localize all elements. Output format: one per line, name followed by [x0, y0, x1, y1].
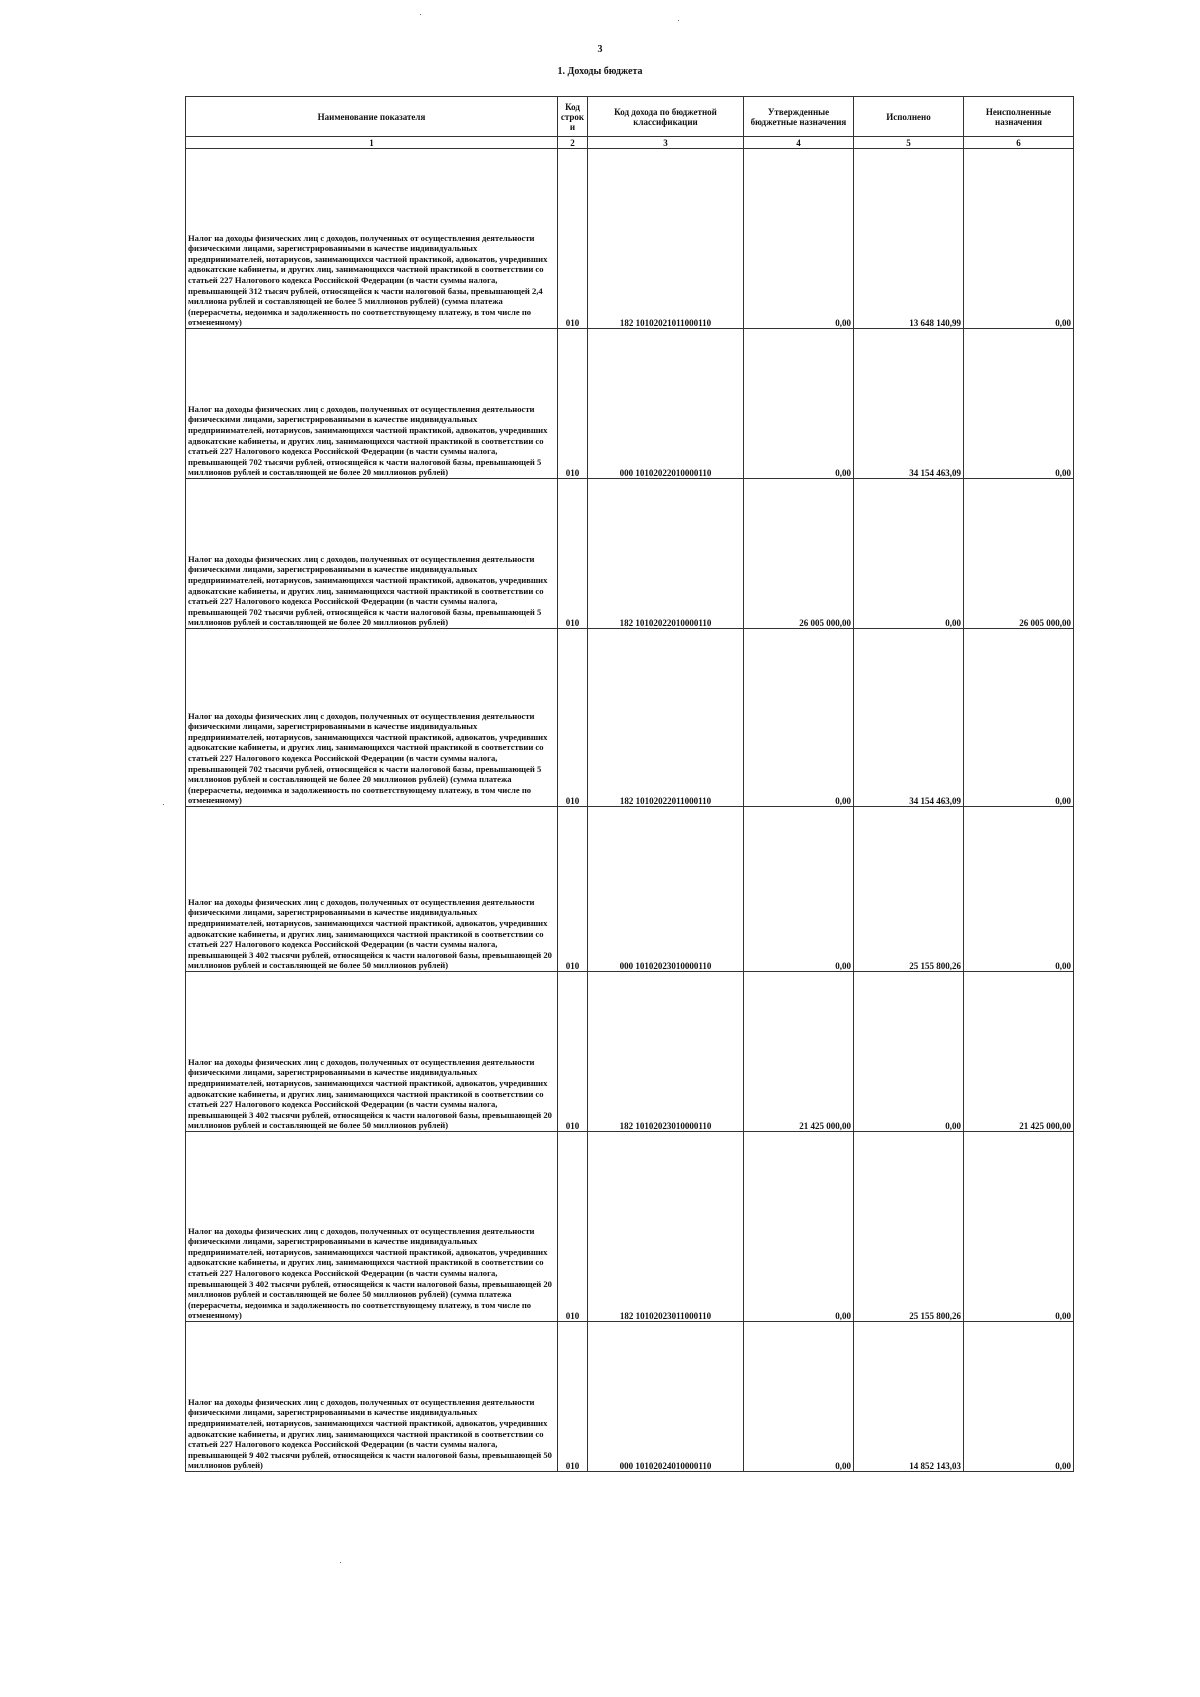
row-code: 010	[558, 972, 588, 1132]
row-name: Налог на доходы физических лиц с доходов, полученных от осуществления деятельности физическими лицами, зарегистрированными в качестве индивидуальных предпринимателей, нотариусов, занимающихся частной практикой, адвокатов, учредивших адвокатские кабинеты, и других лиц, занимающихся частной практикой в соответствии со статьей 227 Налогового кодекса Российской Федерации (в части суммы налога, превышающей 3 402 тысячи рублей, относящейся к части налоговой базы, превышающей 20 миллионов рублей и составляющей не более 50 миллионов рублей) (сумма платежа (перерасчеты, недоимка и задолженность по соответствующему платежу, в том числе по отмененному)	[186, 1132, 558, 1322]
row-classification: 000 10102023010000110	[588, 807, 744, 972]
row-approved: 0,00	[744, 149, 854, 329]
row-executed: 14 852 143,03	[854, 1322, 964, 1472]
row-executed: 34 154 463,09	[854, 629, 964, 807]
table-row	[186, 972, 1074, 1132]
row-name: Налог на доходы физических лиц с доходов, полученных от осуществления деятельности физическими лицами, зарегистрированными в качестве индивидуальных предпринимателей, нотариусов, занимающихся частной практикой, адвокатов, учредивших адвокатские кабинеты, и других лиц, занимающихся частной практикой в соответствии со статьей 227 Налогового кодекса Российской Федерации (в части суммы налога, превышающей 702 тысячи рублей, относящейся к части налоговой базы, превышающей 5 миллионов рублей и составляющей не более 20 миллионов рублей) (сумма платежа (перерасчеты, недоимка и задолженность по соответствующему платежу, в том числе по отмененному)	[186, 629, 558, 807]
row-executed: 25 155 800,26	[854, 1132, 964, 1322]
row-classification: 182 10102023010000110	[588, 972, 744, 1132]
row-approved: 26 005 000,00	[744, 479, 854, 629]
table-row	[186, 329, 1074, 479]
row-classification: 182 10102023011000110	[588, 1132, 744, 1322]
row-name: Налог на доходы физических лиц с доходов, полученных от осуществления деятельности физическими лицами, зарегистрированными в качестве индивидуальных предпринимателей, нотариусов, занимающихся частной практикой, адвокатов, учредивших адвокатские кабинеты, и других лиц, занимающихся частной практикой в соответствии со статьей 227 Налогового кодекса Российской Федерации (в части суммы налога, превышающей 702 тысячи рублей, относящейся к части налоговой базы, превышающей 5 миллионов рублей и составляющей не более 20 миллионов рублей)	[186, 329, 558, 479]
row-code: 010	[558, 479, 588, 629]
row-unexecuted: 0,00	[964, 329, 1074, 479]
row-unexecuted: 0,00	[964, 1132, 1074, 1322]
row-code: 010	[558, 1322, 588, 1472]
row-unexecuted: 26 005 000,00	[964, 479, 1074, 629]
column-number: 2	[558, 137, 588, 149]
column-number: 3	[588, 137, 744, 149]
header-name: Наименование показателя	[186, 97, 558, 137]
header-executed: Исполнено	[854, 97, 964, 137]
column-number-row	[186, 137, 1074, 149]
row-classification: 182 10102022011000110	[588, 629, 744, 807]
row-classification: 182 10102022010000110	[588, 479, 744, 629]
row-classification: 000 10102024010000110	[588, 1322, 744, 1472]
column-number: 4	[744, 137, 854, 149]
row-approved: 0,00	[744, 807, 854, 972]
row-approved: 0,00	[744, 329, 854, 479]
row-approved: 0,00	[744, 1322, 854, 1472]
row-executed: 34 154 463,09	[854, 329, 964, 479]
row-name: Налог на доходы физических лиц с доходов, полученных от осуществления деятельности физическими лицами, зарегистрированными в качестве индивидуальных предпринимателей, нотариусов, занимающихся частной практикой, адвокатов, учредивших адвокатские кабинеты, и других лиц, занимающихся частной практикой в соответствии со статьей 227 Налогового кодекса Российской Федерации (в части суммы налога, превышающей 702 тысячи рублей, относящейся к части налоговой базы, превышающей 5 миллионов рублей и составляющей не более 20 миллионов рублей)	[186, 479, 558, 629]
row-name: Налог на доходы физических лиц с доходов, полученных от осуществления деятельности физическими лицами, зарегистрированными в качестве индивидуальных предпринимателей, нотариусов, занимающихся частной практикой, адвокатов, учредивших адвокатские кабинеты, и других лиц, занимающихся частной практикой в соответствии со статьей 227 Налогового кодекса Российской Федерации (в части суммы налога, превышающей 3 402 тысячи рублей, относящейся к части налоговой базы, превышающей 20 миллионов рублей и составляющей не более 50 миллионов рублей)	[186, 972, 558, 1132]
section-title: 1. Доходы бюджета	[557, 66, 643, 77]
row-code: 010	[558, 149, 588, 329]
row-unexecuted: 21 425 000,00	[964, 972, 1074, 1132]
row-code: 010	[558, 1132, 588, 1322]
column-number: 6	[964, 137, 1074, 149]
row-unexecuted: 0,00	[964, 1322, 1074, 1472]
row-code: 010	[558, 329, 588, 479]
header-code: Код строк и	[558, 97, 588, 137]
header-unexecuted: Неисполненные назначения	[964, 97, 1074, 137]
header-approved: Утвержденные бюджетные назначения	[744, 97, 854, 137]
scan-speck	[340, 1562, 341, 1563]
row-unexecuted: 0,00	[964, 807, 1074, 972]
row-unexecuted: 0,00	[964, 629, 1074, 807]
row-executed: 13 648 140,99	[854, 149, 964, 329]
row-executed: 25 155 800,26	[854, 807, 964, 972]
column-number: 5	[854, 137, 964, 149]
scan-speck	[420, 14, 421, 15]
row-executed: 0,00	[854, 972, 964, 1132]
row-executed: 0,00	[854, 479, 964, 629]
table-row	[186, 1132, 1074, 1322]
row-approved: 0,00	[744, 1132, 854, 1322]
row-classification: 182 10102021011000110	[588, 149, 744, 329]
scan-speck	[163, 804, 164, 805]
row-name: Налог на доходы физических лиц с доходов, полученных от осуществления деятельности физическими лицами, зарегистрированными в качестве индивидуальных предпринимателей, нотариусов, занимающихся частной практикой, адвокатов, учредивших адвокатские кабинеты, и других лиц, занимающихся частной практикой в соответствии со статьей 227 Налогового кодекса Российской Федерации (в части суммы налога, превышающей 3 402 тысячи рублей, относящейся к части налоговой базы, превышающей 20 миллионов рублей и составляющей не более 50 миллионов рублей)	[186, 807, 558, 972]
scan-speck	[678, 20, 679, 21]
row-approved: 0,00	[744, 629, 854, 807]
row-approved: 21 425 000,00	[744, 972, 854, 1132]
header-classification: Код дохода по бюджетной классификации	[588, 97, 744, 137]
row-name: Налог на доходы физических лиц с доходов, полученных от осуществления деятельности физическими лицами, зарегистрированными в качестве индивидуальных предпринимателей, нотариусов, занимающихся частной практикой, адвокатов, учредивших адвокатские кабинеты, и других лиц, занимающихся частной практикой в соответствии со статьей 227 Налогового кодекса Российской Федерации (в части суммы налога, превышающей 9 402 тысячи рублей, относящейся к части налоговой базы, превышающей 50 миллионов рублей)	[186, 1322, 558, 1472]
page-number: 3	[597, 44, 603, 55]
row-code: 010	[558, 807, 588, 972]
table-row	[186, 807, 1074, 972]
table-row	[186, 1322, 1074, 1472]
row-classification: 000 10102022010000110	[588, 329, 744, 479]
table-row	[186, 149, 1074, 329]
table-row	[186, 629, 1074, 807]
header-row	[186, 97, 1074, 137]
row-unexecuted: 0,00	[964, 149, 1074, 329]
column-number: 1	[186, 137, 558, 149]
row-code: 010	[558, 629, 588, 807]
income-table	[185, 96, 1074, 1472]
row-name: Налог на доходы физических лиц с доходов, полученных от осуществления деятельности физическими лицами, зарегистрированными в качестве индивидуальных предпринимателей, нотариусов, занимающихся частной практикой, адвокатов, учредивших адвокатские кабинеты, и других лиц, занимающихся частной практикой в соответствии со статьей 227 Налогового кодекса Российской Федерации (в части суммы налога, превышающей 312 тысяч рублей, относящейся к части налоговой базы, превышающей 2,4 миллиона рублей и составляющей не более 5 миллионов рублей) (сумма платежа (перерасчеты, недоимка и задолженность по соответствующему платежу, в том числе по отмененному)	[186, 149, 558, 329]
table-row	[186, 479, 1074, 629]
